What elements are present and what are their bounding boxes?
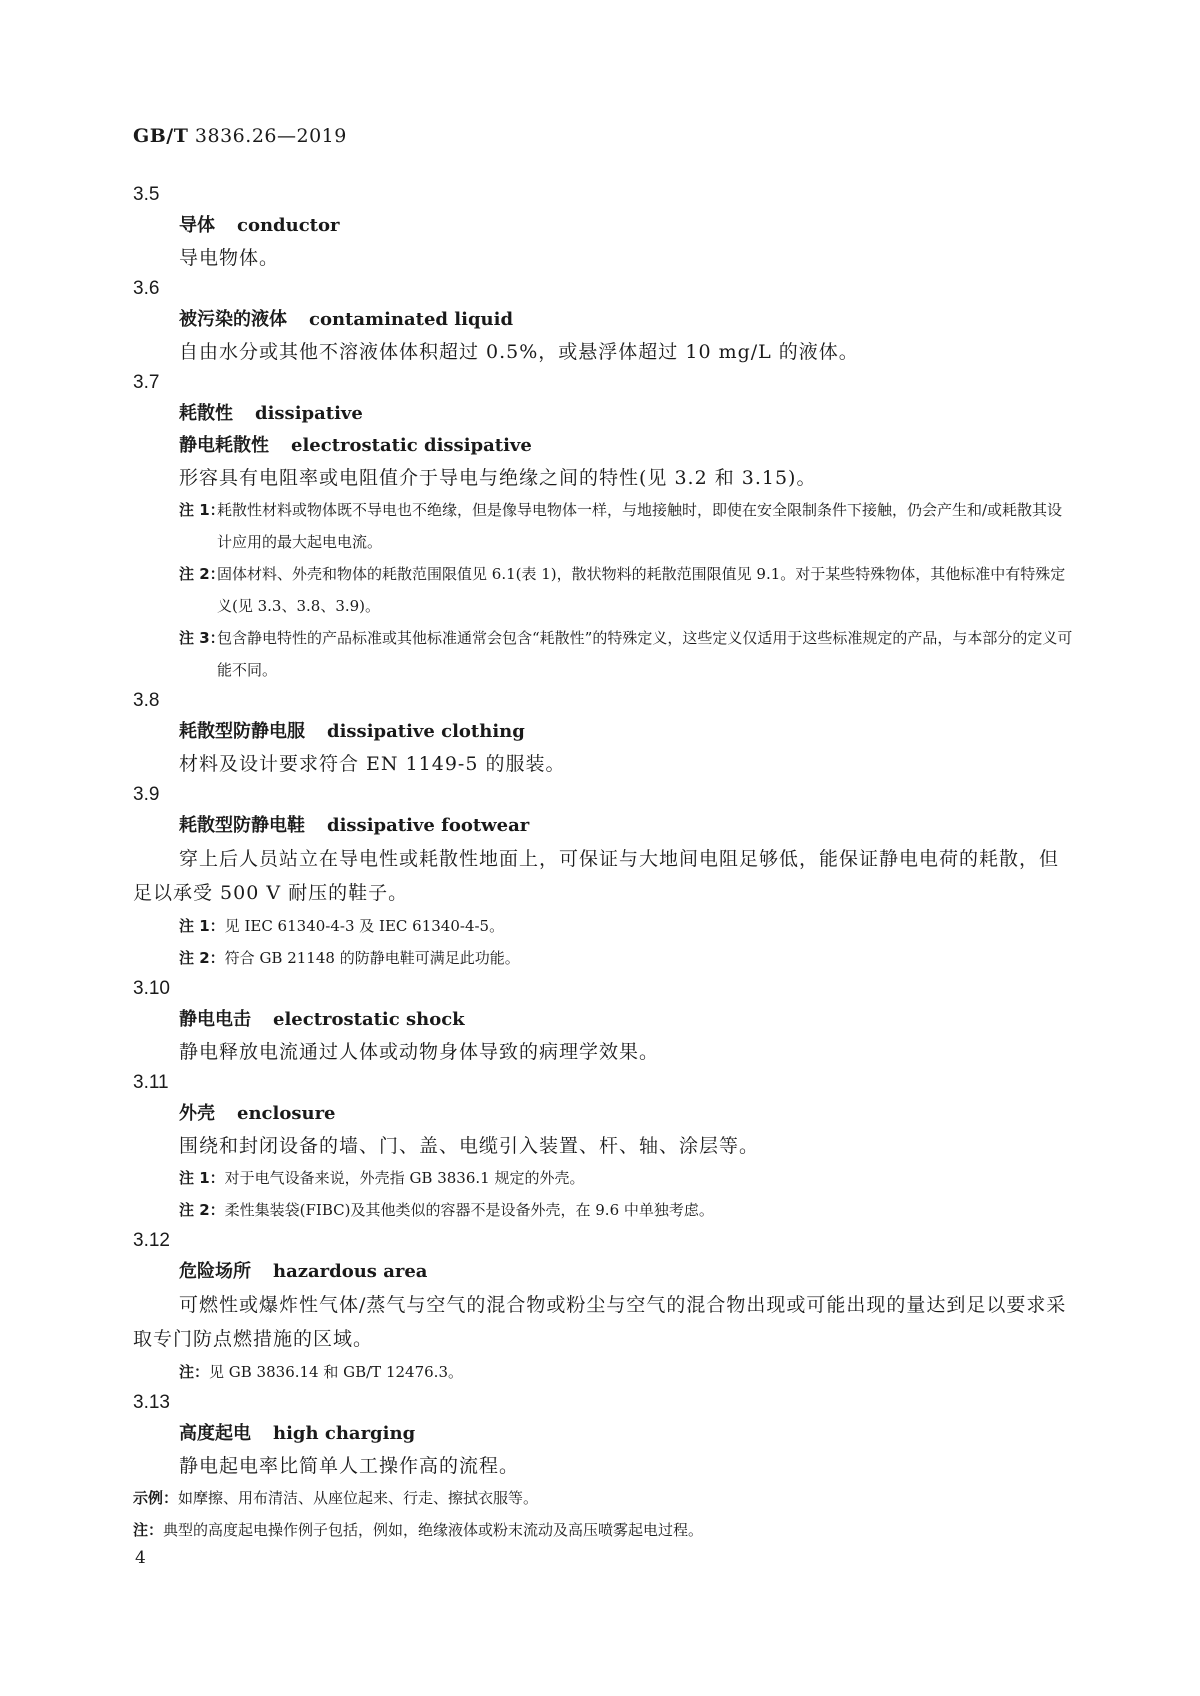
term-definition: 静电起电率比简单人工操作高的流程。 xyxy=(179,1455,520,1477)
note-label: 注 2： xyxy=(179,565,225,583)
note xyxy=(179,1162,1073,1194)
term-english: enclosure xyxy=(237,1103,336,1124)
page-number: 4 xyxy=(135,1548,146,1568)
note-label: 注 1： xyxy=(179,501,225,519)
note-label: 注： xyxy=(179,1363,210,1381)
term-chinese: 耗散性 xyxy=(179,403,233,424)
term-heading xyxy=(179,1098,1073,1130)
example-text: 如摩擦、用布清洁、从座位起来、行走、擦拭衣服等。 xyxy=(178,1489,539,1507)
term-english: dissipative xyxy=(255,403,363,424)
entry-number: 3.7 xyxy=(133,372,160,393)
term-english: contaminated liquid xyxy=(309,309,514,330)
term-chinese: 外壳 xyxy=(179,1103,215,1124)
terms-content xyxy=(133,180,1073,1546)
term-definition: 静电释放电流通过人体或动物身体导致的病理学效果。 xyxy=(179,1041,660,1063)
note xyxy=(179,1194,1073,1226)
entry-number: 3.5 xyxy=(133,184,160,205)
term-definition: 围绕和封闭设备的墙、门、盖、电缆引入装置、杆、轴、涂层等。 xyxy=(179,1135,760,1157)
entry-3-12 xyxy=(133,1226,1073,1388)
term-english: electrostatic shock xyxy=(273,1009,465,1030)
note-text: 符合 GB 21148 的防静电鞋可满足此功能。 xyxy=(224,949,520,967)
note-text: 包含静电特性的产品标准或其他标准通常会包含“耗散性”的特殊定义，这些定义仅适用于这些标准规定的产品，与本部分的定义可能不同。 xyxy=(217,629,1073,679)
term-heading xyxy=(179,398,1073,430)
term-chinese: 导体 xyxy=(179,215,215,236)
term-heading xyxy=(179,716,1073,748)
entry-3-13 xyxy=(133,1388,1073,1546)
term-english: dissipative clothing xyxy=(327,721,525,742)
term-chinese: 危险场所 xyxy=(179,1261,251,1282)
standard-number: 3836.26—2019 xyxy=(194,125,347,147)
entry-3-9 xyxy=(133,780,1073,974)
note-label: 注 3： xyxy=(179,629,225,647)
note-label: 注 1： xyxy=(179,1169,225,1187)
note xyxy=(179,942,1073,974)
entry-number: 3.9 xyxy=(133,784,160,805)
term-definition: 材料及设计要求符合 EN 1149-5 的服装。 xyxy=(179,753,566,775)
standard-code: GB/T xyxy=(133,125,189,147)
example xyxy=(133,1482,1073,1514)
term-heading xyxy=(179,1004,1073,1036)
note xyxy=(179,494,1073,558)
term-definition: 形容具有电阻率或电阻值介于导电与绝缘之间的特性(见 3.2 和 3.15)。 xyxy=(179,467,817,489)
note xyxy=(179,558,1073,622)
term-english: hazardous area xyxy=(273,1261,428,1282)
note-label: 注 2： xyxy=(179,949,225,967)
entry-number: 3.10 xyxy=(133,978,170,999)
entry-3-8 xyxy=(133,686,1073,780)
entry-number: 3.8 xyxy=(133,690,160,711)
example-label: 示例： xyxy=(133,1489,179,1507)
note-label: 注 2： xyxy=(179,1201,225,1219)
note-label: 注： xyxy=(133,1521,164,1539)
entry-number: 3.11 xyxy=(133,1072,169,1093)
term-synonym-heading xyxy=(179,430,1073,462)
note xyxy=(179,1356,1073,1388)
term-heading xyxy=(179,210,1073,242)
term-chinese: 被污染的液体 xyxy=(179,309,287,330)
note-text: 见 IEC 61340-4-3 及 IEC 61340-4-5。 xyxy=(224,917,505,935)
note-text: 见 GB 3836.14 和 GB/T 12476.3。 xyxy=(209,1363,463,1381)
note-text: 对于电气设备来说，外壳指 GB 3836.1 规定的外壳。 xyxy=(224,1169,585,1187)
term-definition: 导电物体。 xyxy=(179,247,280,269)
term-heading xyxy=(179,304,1073,336)
note-label: 注 1： xyxy=(179,917,225,935)
note-text: 耗散性材料或物体既不导电也不绝缘，但是像导电物体一样，与地接触时，即使在安全限制条件下接触，仍会产生和/或耗散其设计应用的最大起电电流。 xyxy=(217,501,1063,551)
entry-3-6 xyxy=(133,274,1073,368)
term-chinese: 高度起电 xyxy=(179,1423,251,1444)
term-heading xyxy=(179,1418,1073,1450)
entry-number: 3.12 xyxy=(133,1230,170,1251)
note-text: 柔性集装袋(FIBC)及其他类似的容器不是设备外壳，在 9.6 中单独考虑。 xyxy=(224,1201,714,1219)
term-chinese: 静电耗散性 xyxy=(179,435,269,456)
term-definition: 穿上后人员站立在导电性或耗散性地面上，可保证与大地间电阻足够低，能保证静电电荷的耗散，但足以承受 500 V 耐压的鞋子。 xyxy=(133,848,1060,904)
term-chinese: 静电电击 xyxy=(179,1009,251,1030)
term-chinese: 耗散型防静电服 xyxy=(179,721,305,742)
entry-number: 3.6 xyxy=(133,278,160,299)
term-definition: 可燃性或爆炸性气体/蒸气与空气的混合物或粉尘与空气的混合物出现或可能出现的量达到足以要求采取专门防点燃措施的区域。 xyxy=(133,1294,1067,1350)
entry-number: 3.13 xyxy=(133,1392,170,1413)
term-heading xyxy=(179,1256,1073,1288)
note-text: 固体材料、外壳和物体的耗散范围限值见 6.1(表 1)，散状物料的耗散范围限值见 9.1。对于某些特殊物体，其他标准中有特殊定义(见 3.3、3.8、3.9)。 xyxy=(217,565,1066,615)
entry-3-5 xyxy=(133,180,1073,274)
term-heading xyxy=(179,810,1073,842)
entry-3-10 xyxy=(133,974,1073,1068)
term-definition: 自由水分或其他不溶液体体积超过 0.5%，或悬浮体超过 10 mg/L 的液体。 xyxy=(179,341,859,363)
entry-3-11 xyxy=(133,1068,1073,1226)
standard-header xyxy=(133,125,347,147)
term-english: conductor xyxy=(237,215,340,236)
entry-3-7 xyxy=(133,368,1073,686)
term-english: high charging xyxy=(273,1423,416,1444)
note-text: 典型的高度起电操作例子包括，例如，绝缘液体或粉末流动及高压喷雾起电过程。 xyxy=(163,1521,704,1539)
term-english: dissipative footwear xyxy=(327,815,530,836)
term-english: electrostatic dissipative xyxy=(291,435,532,456)
note xyxy=(179,910,1073,942)
term-chinese: 耗散型防静电鞋 xyxy=(179,815,305,836)
note xyxy=(133,1514,1073,1546)
note xyxy=(179,622,1073,686)
